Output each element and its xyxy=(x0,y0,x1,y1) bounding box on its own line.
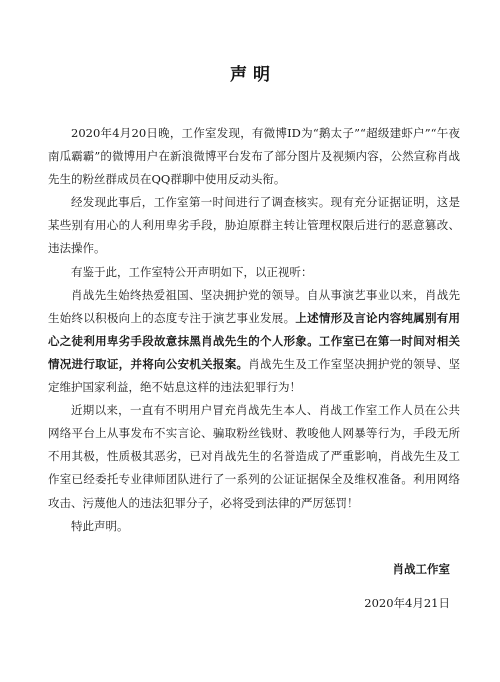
paragraph-impersonation: 近期以来，一直有不明用户冒充肖战先生本人、肖战工作室工作人员在公共网络平台上从事发布不实言论、骗取粉丝钱财、教唆他人网暴等行为，手段无所不用其极，性质极其恶劣，已对肖战先生的名誉造成了严重影响，肖战先生及工作室已经委托专业律师团队进行了一系列的公证证据保全及维权准备。利用网络攻击、污蔑他人的违法犯罪分子，必将受到法律的严厉惩罚！ xyxy=(48,403,460,510)
position-text-bold: 上述情形及言论内容纯属别有用心之徒利用卑劣手段故意抹黑肖战先生的个人形象。工作室已在第一时间对相关情况进行取证，并将向公安机关报案。 xyxy=(48,310,461,371)
signature: 肖战工作室 xyxy=(392,562,450,576)
paragraph-position xyxy=(48,284,460,399)
document-body xyxy=(48,122,460,538)
paragraph-closing: 特此声明。 xyxy=(71,518,129,533)
document-title: 声 明 xyxy=(230,65,270,85)
paragraph-incident: 2020年4月20日晚，工作室发现，有微博ID为“鹅太子”“超级建虾户”“午夜南瓜霸霸”的微博用户在新浪微博平台发布了部分图片及视频内容，公然宣称肖战先生的粉丝群成员在QQ群聊中使用反动头衔。 xyxy=(48,126,460,187)
paragraph-investigation: 经发现此事后，工作室第一时间进行了调查核实。现有充分证据证明，这是某些别有用心的人利用卑劣手段，胁迫原群主转让管理权限后进行的恶意篡改、违法操作。 xyxy=(48,195,460,256)
document-date: 2020年4月21日 xyxy=(364,596,450,610)
position-text-after: 肖战先生及工作室坚决拥护党的领导、坚定维护国家利益，绝不姑息这样的违法犯罪行为！ xyxy=(48,356,460,395)
position-text-before: 肖战先生始终热爱祖国、坚决拥护党的领导。自从事演艺事业以来，肖战先生始终以积极向上的态度专注于演艺事业发展。 xyxy=(48,287,460,325)
paragraph-declaration-intro: 有鉴于此，工作室特公开声明如下，以正视听： xyxy=(71,264,313,279)
